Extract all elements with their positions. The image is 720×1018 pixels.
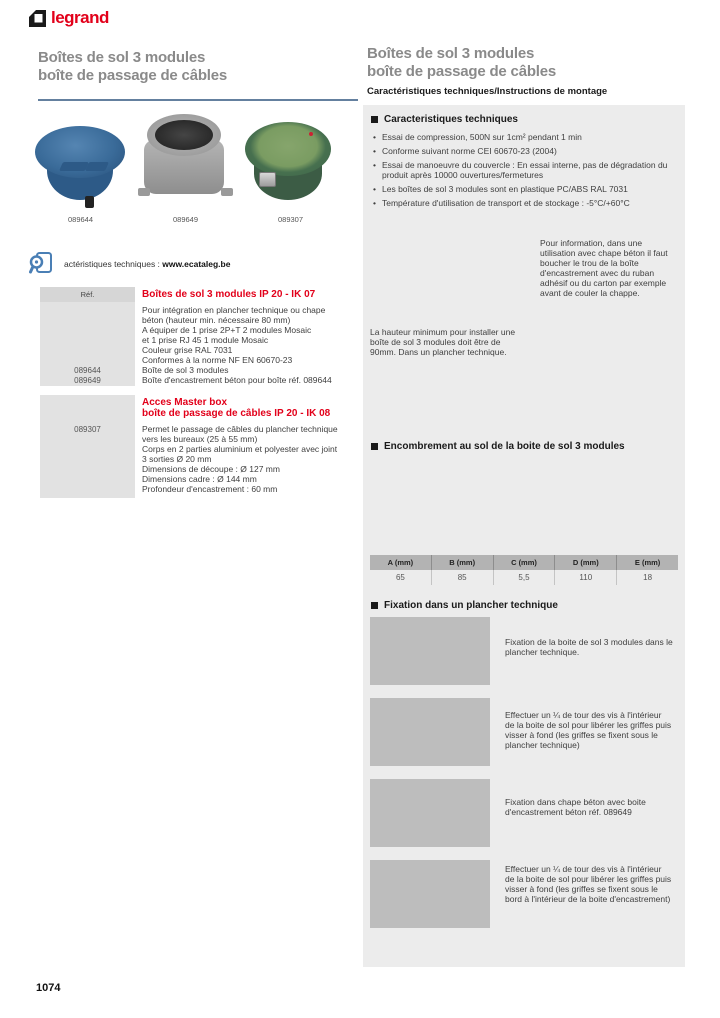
product-089649 xyxy=(138,110,233,224)
dim-value-cell: 5,5 xyxy=(494,570,556,585)
product-family-title: Boîtes de sol 3 modules IP 20 - IK 07 xyxy=(142,289,316,300)
ref-table-floor-boxes xyxy=(40,287,355,385)
product-ref-caption: 089649 xyxy=(172,215,199,224)
product-image-grey-flush-box xyxy=(138,110,233,212)
box-lid-shape xyxy=(35,126,125,178)
left-title-line2: boîte de passage de câbles xyxy=(38,67,228,84)
box-tab-shape xyxy=(138,188,150,196)
dim-value-cell: 110 xyxy=(555,570,617,585)
ref-table-body xyxy=(40,419,355,494)
dim-header-cell: B (mm) xyxy=(432,555,494,570)
title-line1: Acces Master box xyxy=(142,397,228,408)
ref-table-body xyxy=(40,302,355,385)
dim-header-cell: E (mm) xyxy=(617,555,678,570)
ecatalog-text xyxy=(64,259,230,269)
list-item: • Température d'utilisation de transport et de stockage : -5°C/+60°C xyxy=(373,198,675,208)
step-caption: Effectuer un ¼ de tour des vis à l'intérieur de la boite de sol pour libérer les griffes puis visser à fond (les griffes se fixent sous le bord à l'intérieur de la boite d'encastrement) xyxy=(505,864,672,904)
fixation-steps xyxy=(370,617,678,941)
box-tab-shape xyxy=(221,188,233,196)
step-illustration-placeholder xyxy=(370,617,490,685)
ecatalog-url-link[interactable]: www.ecataleg.be xyxy=(162,258,231,269)
table-row: Dimensions cadre : Ø 144 mm xyxy=(142,474,257,484)
title-line2: boîte de passage de câbles IP 20 - IK 08 xyxy=(142,408,331,419)
dim-value-cell: 85 xyxy=(432,570,494,585)
box-latch-shape xyxy=(259,172,276,187)
section-heading-caracteristiques: Caracteristiques techniques xyxy=(371,114,518,125)
table-row: Pour intégration en plancher technique ou chape xyxy=(142,305,326,315)
table-row: 089644 Boîte de sol 3 modules xyxy=(74,365,229,375)
dim-value-cell: 65 xyxy=(370,570,432,585)
table-row: Couleur grise RAL 7031 xyxy=(142,345,233,355)
dim-value-cell: 18 xyxy=(643,573,653,582)
step-illustration-placeholder xyxy=(370,779,490,847)
table-row: 089649 Boîte d'encastrement béton pour boîte réf. 089644 xyxy=(74,375,332,385)
section-heading-fixation: Fixation dans un plancher technique xyxy=(371,600,558,611)
product-image-green-access-box xyxy=(243,110,338,212)
right-title-line2: boîte de passage de câbles xyxy=(367,63,557,80)
dim-header-cell: A (mm) xyxy=(370,555,432,570)
step-illustration-placeholder xyxy=(370,698,490,766)
section-marker-icon xyxy=(371,602,378,609)
lid-slot-shape xyxy=(85,162,109,171)
table-row: Corps en 2 parties aluminium et polyester avec joint xyxy=(142,444,338,454)
right-title-line1: Boîtes de sol 3 modules xyxy=(367,45,535,62)
fixation-step xyxy=(370,779,678,847)
box-opening-shape xyxy=(155,120,213,150)
product-ref-caption: 089644 xyxy=(67,215,94,224)
dimensions-value-row xyxy=(370,570,678,585)
dim-header-cell: D (mm) xyxy=(555,555,617,570)
list-item: • Les boîtes de sol 3 modules sont en plastique PC/ABS RAL 7031 xyxy=(373,184,675,194)
product-family-title xyxy=(142,395,355,419)
dimensions-table xyxy=(370,555,678,585)
dimensions-header-row xyxy=(370,555,678,570)
search-document-icon xyxy=(28,251,55,276)
product-089307 xyxy=(243,110,338,224)
product-photo-row xyxy=(33,110,338,224)
title-divider-line xyxy=(38,99,358,101)
product-089644 xyxy=(33,110,128,224)
table-row: Profondeur d'encastrement : 60 mm xyxy=(142,484,278,494)
legrand-mark-icon xyxy=(28,9,47,28)
product-image-blue-floor-box xyxy=(33,110,128,212)
left-title-line1: Boîtes de sol 3 modules xyxy=(38,49,206,66)
note-chape-beton: Pour information, dans une utilisation avec chape béton il faut boucher le trou de la boîte d'encastrement avec du ruban adhésif ou du carton par exemple avant de couler la chappe. xyxy=(540,238,668,298)
left-page-title xyxy=(38,49,227,85)
ecatalog-note xyxy=(28,251,230,276)
table-row: Dimensions de découpe : Ø 127 mm xyxy=(142,464,280,474)
caracteristiques-list xyxy=(373,132,675,212)
table-row: et 1 prise RJ 45 1 module Mosaic xyxy=(142,335,269,345)
table-row: béton (hauteur min. nécessaire 80 mm) xyxy=(142,315,291,325)
legrand-logo-text: legrand xyxy=(51,8,109,27)
legrand-logo xyxy=(28,8,109,28)
section-heading-encombrement: Encombrement au sol de la boite de sol 3 modules xyxy=(371,441,625,452)
table-row: Conformes à la norme NF EN 60670-23 xyxy=(142,355,293,365)
ref-column-header: Réf. xyxy=(80,290,95,299)
table-row: vers les bureaux (25 à 55 mm) xyxy=(142,434,258,444)
section-marker-icon xyxy=(371,443,378,450)
fixation-step xyxy=(370,617,678,685)
step-caption: Fixation dans chape béton avec boite d'encastrement béton réf. 089649 xyxy=(505,797,646,817)
page-number: 1074 xyxy=(36,982,61,994)
table-row: A équiper de 1 prise 2P+T 2 modules Mosaic xyxy=(142,325,312,335)
step-illustration-placeholder xyxy=(370,860,490,928)
table-row: 3 sorties Ø 20 mm xyxy=(142,454,212,464)
ecatalog-label: actéristiques techniques : xyxy=(64,258,163,269)
list-item: • Essai de compression, 500N sur 1cm² pendant 1 min xyxy=(373,132,675,142)
dim-header-cell: C (mm) xyxy=(494,555,556,570)
product-ref-caption: 089307 xyxy=(277,215,304,224)
fixation-step xyxy=(370,698,678,766)
lid-dot-shape xyxy=(309,132,313,136)
list-item: • Essai de manoeuvre du couvercle : En essai interne, pas de dégradation du produit après 10000 ouvertures/fermetures xyxy=(373,160,675,180)
technical-panel xyxy=(363,105,685,967)
step-caption: Effectuer un ¼ de tour des vis à l'intérieur de la boite de sol pour libérer les griffes puis visser à fond (les griffes se fixent sous le plancher technique) xyxy=(505,710,672,750)
box-lid-shape xyxy=(245,122,331,176)
note-hauteur-minimum: La hauteur minimum pour installer une boîte de sol 3 modules doit être de 90mm. Dans un plancher technique. xyxy=(370,327,516,357)
list-item: • Conforme suivant norme CEI 60670-23 (2004) xyxy=(373,146,675,156)
ref-table-header xyxy=(40,287,355,302)
right-page-title xyxy=(367,45,556,81)
step-caption: Fixation de la boite de sol 3 modules dans le plancher technique. xyxy=(505,637,673,657)
table-row: 089307 Permet le passage de câbles du plancher technique xyxy=(74,424,338,434)
right-subtitle: Caractéristiques techniques/Instructions de montage xyxy=(367,86,608,97)
section-marker-icon xyxy=(371,116,378,123)
box-clip-shape xyxy=(85,196,94,208)
fixation-step xyxy=(370,860,678,928)
ref-table-access-master-box xyxy=(40,395,355,494)
